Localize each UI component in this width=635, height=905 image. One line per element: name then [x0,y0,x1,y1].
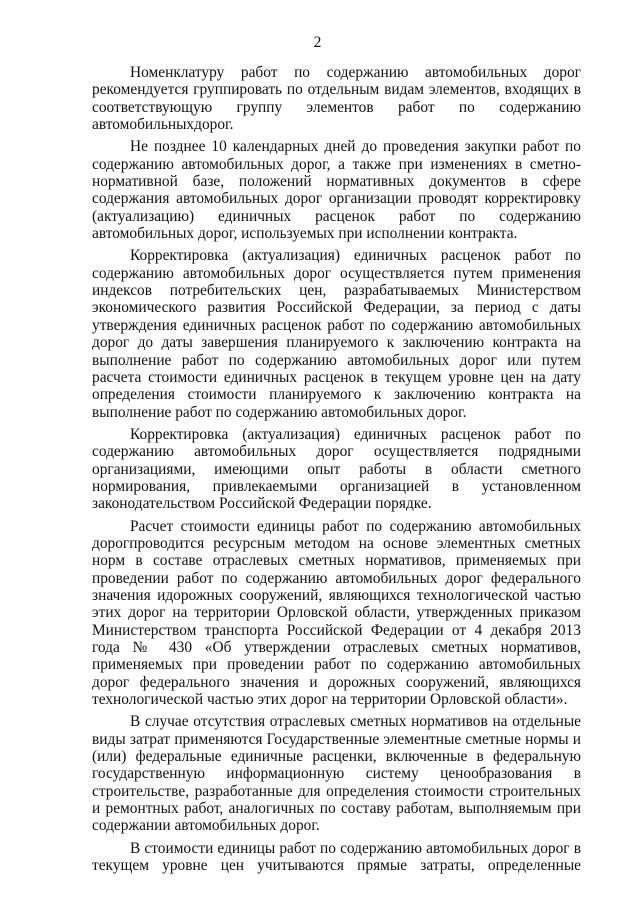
paragraph-price-adjustment-deadline: Не позднее 10 календарных дней до проведения закупки работ по содержанию автомобильных дорог, а также при изменениях в сметно- нормативной базе, положений нормативных документов в сфере содержания автомобильных дорог организации проводят корректировку (актуализацию) единичных расценок работ по содержанию автомобильных дорог, используемых при исполнении контракта. [92,138,581,243]
paragraph-adjustment-method: Корректировка (актуализация) единичных расценок работ по содержанию автомобильных дорог осуществляется путем применения индексов потребительских цен, разрабатываемых Министерством экономического развития Российской Федерации, за период с даты утверждения единичных расценок работ по содержанию автомобильных дорог до даты завершения планируемого к заключению контракта на выполнение работ по содержанию автомобильных дорог или путем расчета стоимости единичных расценок в текущем уровне цен на дату определения стоимости планируемого к заключению контракта на выполнение работ по содержанию автомобильных дорог. [92,247,581,421]
page-number: 2 [313,34,322,51]
paragraph-nomenclature: Номенклатуру работ по содержанию автомобильных дорог рекомендуется группировать по отдельным видам элементов, входящих в соответствующую группу элементов работ по содержанию автомобильныхдорог. [92,64,581,134]
paragraph-adjustment-contractors: Корректировка (актуализация) единичных расценок работ по содержанию автомобильных дорог осуществляется подрядными организациями, имеющими опыт работы в области сметного нормирования, привлекаемыми организацией в установленном законодательством Российской Федерации порядке. [92,425,581,513]
paragraph-absent-norms: В случае отсутствия отраслевых сметных нормативов на отдельные виды затрат применяются Государственные элементные сметные нормы и (или) федеральные единичные расценки, включенные в федеральную государственную информационную систему ценообразования в строительстве, разработанные для определения стоимости строительных и ремонтных работ, аналогичных по составу работам, выполняемым при содержании автомобильных дорог. [92,713,581,835]
paragraph-unit-cost-calculation: Расчет стоимости единицы работ по содержанию автомобильных дорогпроводится ресурсным методом на основе элементных сметных норм в составе отраслевых сметных нормативов, применяемых при проведении работ по содержанию автомобильных дорог федерального значения идорожных сооружений, являющихся технологической частью этих дорог на территории Орловской области, утвержденных приказом Министерством транспорта Российской Федерации от 4 декабря 2013 года № 430 «Об утверждении отраслевых сметных нормативов, применяемых при проведении работ по содержанию автомобильных дорог федерального значения и дорожных сооружений, являющихся технологической частью этих дорог на территории Орловской области». [92,517,581,709]
document-body [92,64,581,874]
paragraph-direct-costs: В стоимости единицы работ по содержанию автомобильных дорог в текущем уровне цен учитываются прямые затраты, определенные [92,839,581,875]
